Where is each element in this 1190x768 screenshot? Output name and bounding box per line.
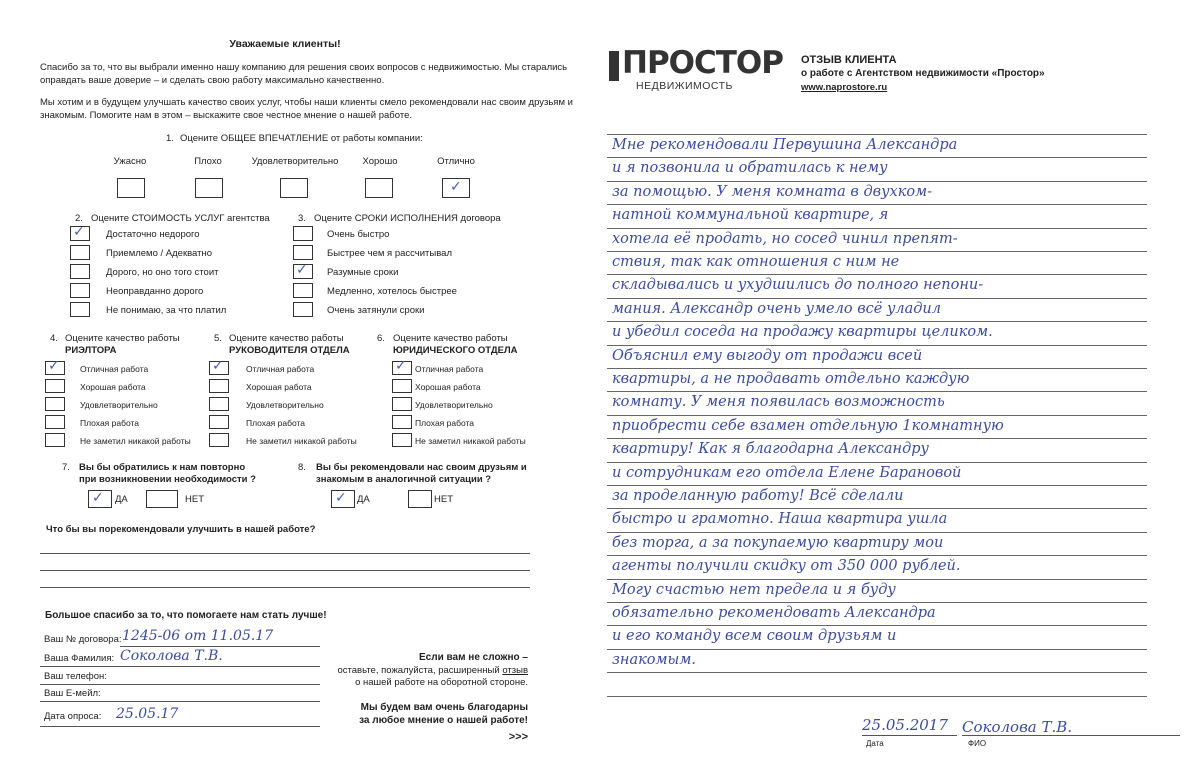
q7-title-2: при возникновении необходимости ? [79,474,256,485]
ruled-line [607,485,1147,486]
review-line: хотела её продать, но сосед чинил препят- [612,230,958,247]
ruled-line [607,181,1147,182]
checkmark-icon: ✓ [92,490,104,506]
ruled-line [607,579,1147,580]
q5-title-role: РУКОВОДИТЕЛЯ ОТДЕЛА [229,345,350,356]
review-line: мания. Александр очень умело всё уладил [612,300,941,317]
q2-checkbox[interactable] [70,264,90,279]
checkmark-icon: ✓ [73,224,85,240]
q8-title-2: знакомым в аналогичной ситуации ? [316,474,492,485]
q4-checkbox[interactable] [45,415,65,429]
answer-line[interactable] [40,570,530,571]
q6-checkbox[interactable] [392,433,412,447]
review-line: быстро и грамотно. Наша квартира ушла [612,511,948,528]
signature-name-line [962,735,1180,736]
q7-title: Вы бы обратились к нам повторно [79,462,246,473]
q3-number: 3. [298,213,306,224]
q1-checkbox-satisfactory[interactable] [280,178,308,198]
intro-text-1a: Спасибо за то, что вы выбрали именно нашу компанию для решения своих вопросов с недвижимостью. Мы старались [40,62,568,73]
q6-title: Оцените качество работы [393,333,508,344]
ruled-line [607,555,1147,556]
checkmark-icon: ✓ [296,262,308,278]
q3-option-label: Очень быстро [327,229,390,240]
q1-checkbox-good[interactable] [365,178,393,198]
q2-checkbox[interactable] [70,302,90,317]
q6-option-label: Удовлетворительно [415,400,493,410]
q2-option-label: Не понимаю, за что платил [106,305,227,316]
ruled-line [607,298,1147,299]
ruled-line [607,602,1147,603]
checkmark-icon: ✓ [48,358,60,374]
ruled-line [607,368,1147,369]
q3-option-label: Медленно, хотелось быстрее [327,286,457,297]
ruled-line [607,649,1147,650]
ruled-line [607,345,1147,346]
q5-checkbox[interactable] [209,415,229,429]
q8-no-label: НЕТ [434,494,453,505]
review-line: и его команду всем своим друзьям и [612,628,897,645]
q1-option-label: Плохо [194,156,222,167]
ruled-line [607,415,1147,416]
q3-checkbox[interactable] [293,283,313,298]
review-link[interactable]: отзыв [502,665,528,676]
contract-value[interactable]: 1245-06 от 11.05.17 [122,628,274,644]
q8-yes-label: ДА [357,494,370,505]
intro-text-2b: знакомым. Помогите нам в этом – выскажите свое честное мнение о нашей работе. [40,110,412,121]
review-line: Мне рекомендовали Первушина Александра [612,137,958,153]
q5-title: Оцените качество работы [229,333,344,344]
q3-option-label: Быстрее чем я рассчитывал [327,248,453,259]
q3-option-label: Очень затянули сроки [327,305,425,316]
ruled-line [607,204,1147,205]
date-line [40,726,320,727]
q4-title: Оцените качество работы [65,333,180,344]
q4-checkbox[interactable] [45,379,65,393]
review-line: и убедил соседа на продажу квартиры целиком. [612,324,993,341]
answer-line[interactable] [40,553,530,554]
q2-option-label: Достаточно недорого [106,229,200,240]
logo-subtitle: НЕДВИЖИМОСТЬ [636,80,733,92]
review-line: складывались и ухудшились до полного непони- [612,277,984,294]
q6-option-label: Не заметил никакой работы [415,436,526,446]
q4-checkbox[interactable] [45,397,65,411]
q4-option-label: Плохая работа [80,418,140,428]
ruled-line [607,532,1147,533]
q5-option-label: Не заметил никакой работы [246,436,357,446]
q5-option-label: Удовлетворительно [246,400,324,410]
q6-checkbox[interactable] [392,379,412,393]
checkmark-icon: ✓ [212,358,224,374]
surname-label: Ваша Фамилия: [44,653,115,664]
fio-caption: ФИО [968,739,987,748]
signature-date-line [862,735,957,736]
q2-checkbox[interactable] [70,283,90,298]
q5-option-label: Хорошая работа [246,382,312,392]
q2-title: Оцените СТОИМОСТЬ УСЛУГ агентства [91,213,270,224]
surname-line [40,666,320,667]
ruled-line [607,251,1147,252]
contract-line [120,646,320,647]
intro-text-1b: оправдать ваше доверие – и сделать свою работу максимально качественно. [40,75,385,86]
review-line: за помощью. У меня комната в двухком- [612,183,933,200]
q4-option-label: Не заметил никакой работы [80,436,191,446]
q4-option-label: Удовлетворительно [80,400,158,410]
q2-option-label: Дорого, но оно того стоит [106,267,219,278]
q1-checkbox-bad[interactable] [195,178,223,198]
q3-option-label: Разумные сроки [327,267,399,278]
review-line: и сотрудникам его отдела Елене Барановой [612,464,962,481]
grateful-line2: за любое мнение о нашей работе! [359,715,528,726]
ruled-line [607,391,1147,392]
q6-title-role: ЮРИДИЧЕСКОГО ОТДЕЛА [393,345,518,356]
review-line: ствия, так как отношения с ним не [612,254,900,270]
back-note-text: оставьте, пожалуйста, расширенный [337,665,503,676]
q3-checkbox[interactable] [293,226,313,241]
q5-option-label: Отличная работа [246,364,315,374]
answer-line[interactable] [40,587,530,588]
q7-yes-label: ДА [115,494,128,505]
back-note-line3: о нашей работе на оборотной стороне. [355,677,528,688]
q6-checkbox[interactable] [392,415,412,429]
improve-question: Что бы вы порекомендовали улучшить в нашей работе? [46,524,316,535]
email-line[interactable] [40,701,320,702]
q7-number: 7. [62,462,70,473]
q5-option-label: Плохая работа [246,418,306,428]
q8-title: Вы бы рекомендовали нас своим друзьям и [316,462,527,473]
q6-option-label: Отличная работа [415,364,484,374]
q8-no-checkbox[interactable] [408,490,432,508]
ruled-line [607,228,1147,229]
checkmark-icon: ✓ [335,490,347,506]
phone-label: Ваш телефон: [44,671,107,682]
q2-number: 2. [75,213,83,224]
logo-mark-icon [609,51,619,81]
back-note-line2 [300,665,528,677]
review-line: без торга, а за покупаемую квартиру мои [612,534,944,551]
contract-label: Ваш № договора: [44,634,122,645]
date-caption: Дата [866,739,884,748]
review-line: агенты получили скидку от 350 000 рублей. [612,558,961,575]
ruled-line [607,157,1147,158]
ruled-line [607,625,1147,626]
review-line: квартиру! Как я благодарна Александру [612,441,929,458]
ruled-line [607,274,1147,275]
review-line: и я позвонила и обратилась к нему [612,160,888,177]
q1-option-label: Ужасно [113,156,147,167]
checkmark-icon: ✓ [395,358,407,374]
q1-title: Оцените ОБЩЕЕ ВПЕЧАТЛЕНИЕ от работы компании: [180,133,423,144]
ruled-line [607,696,1147,697]
review-line: за проделанную работу! Всё сделали [612,488,904,504]
q3-checkbox[interactable] [293,302,313,317]
ruled-line [607,462,1147,463]
review-line: приобрести себе взамен отдельную 1комнатную [612,417,1004,434]
q4-checkbox[interactable] [45,433,65,447]
surname-value[interactable]: Соколова Т.В. [120,648,223,664]
ruled-line [607,438,1147,439]
q5-checkbox[interactable] [209,379,229,393]
q5-checkbox[interactable] [209,433,229,447]
q3-checkbox[interactable] [293,245,313,260]
q7-no-checkbox[interactable] [146,490,178,508]
phone-line[interactable] [40,684,320,685]
q5-number: 5. [214,333,222,344]
q2-checkbox[interactable] [70,245,90,260]
q6-number: 6. [377,333,385,344]
q1-checkbox-awful[interactable] [117,178,145,198]
review-line: натной коммунальной квартире, я [612,207,889,224]
q6-checkbox[interactable] [392,397,412,411]
email-label: Ваш Е-мейл: [44,688,101,699]
survey-heading: Уважаемые клиенты! [229,38,341,50]
grateful-line1: Мы будем вам очень благодарны [360,702,528,713]
review-line: обязательно рекомендовать Александра [612,605,936,621]
ruled-line [607,672,1147,673]
q7-no-label: НЕТ [185,494,204,505]
review-line: Объяснил ему выгоду от продажи всей [612,347,923,364]
q8-number: 8. [298,462,306,473]
q4-title-role: РИЭЛТОРА [65,345,117,356]
signature-date[interactable]: 25.05.2017 [862,716,948,734]
q1-option-label: Удовлетворительно [251,156,339,167]
q6-option-label: Хорошая работа [415,382,481,392]
survey-date-label: Дата опроса: [44,711,102,722]
ruled-line [607,134,1147,135]
q1-option-label: Отлично [437,156,475,167]
q5-checkbox[interactable] [209,397,229,411]
survey-date-value[interactable]: 25.05.17 [116,706,179,722]
q2-option-label: Приемлемо / Адекватно [106,248,213,259]
q6-option-label: Плохая работа [415,418,475,428]
review-subtitle: о работе с Агентством недвижимости «Простор» [801,68,1045,79]
checkmark-icon: ✓ [450,179,462,195]
review-line: квартиры, а не продавать отдельно каждую [612,371,970,387]
next-page-arrows[interactable]: >>> [508,731,528,743]
back-note-line1: Если вам не сложно – [419,652,528,663]
logo-text: ПРОСТОР [622,45,783,81]
review-title: ОТЗЫВ КЛИЕНТА [801,54,897,66]
thanks-text: Большое спасибо за то, что помогаете нам стать лучше! [45,610,327,621]
intro-text-2a: Мы хотим и в будущем улучшать качество своих услуг, чтобы наши клиенты смело рекомендовали нас своим друзьям и [40,97,573,108]
q3-title: Оцените СРОКИ ИСПОЛНЕНИЯ договора [314,213,501,224]
ruled-line [607,508,1147,509]
review-line: комнату. У меня появилась возможность [612,394,945,411]
website-link[interactable]: www.naprostore.ru [801,82,888,93]
ruled-line [607,321,1147,322]
q1-number: 1. [166,133,174,144]
q4-option-label: Хорошая работа [80,382,146,392]
q1-option-label: Хорошо [362,156,398,167]
q4-option-label: Отличная работа [80,364,149,374]
signature-name[interactable]: Соколова Т.В. [962,718,1073,736]
q4-number: 4. [50,333,58,344]
review-line: Могу счастью нет предела и я буду [612,581,896,598]
review-line: знакомым. [612,651,696,668]
q2-option-label: Неоправданно дорого [106,286,204,297]
